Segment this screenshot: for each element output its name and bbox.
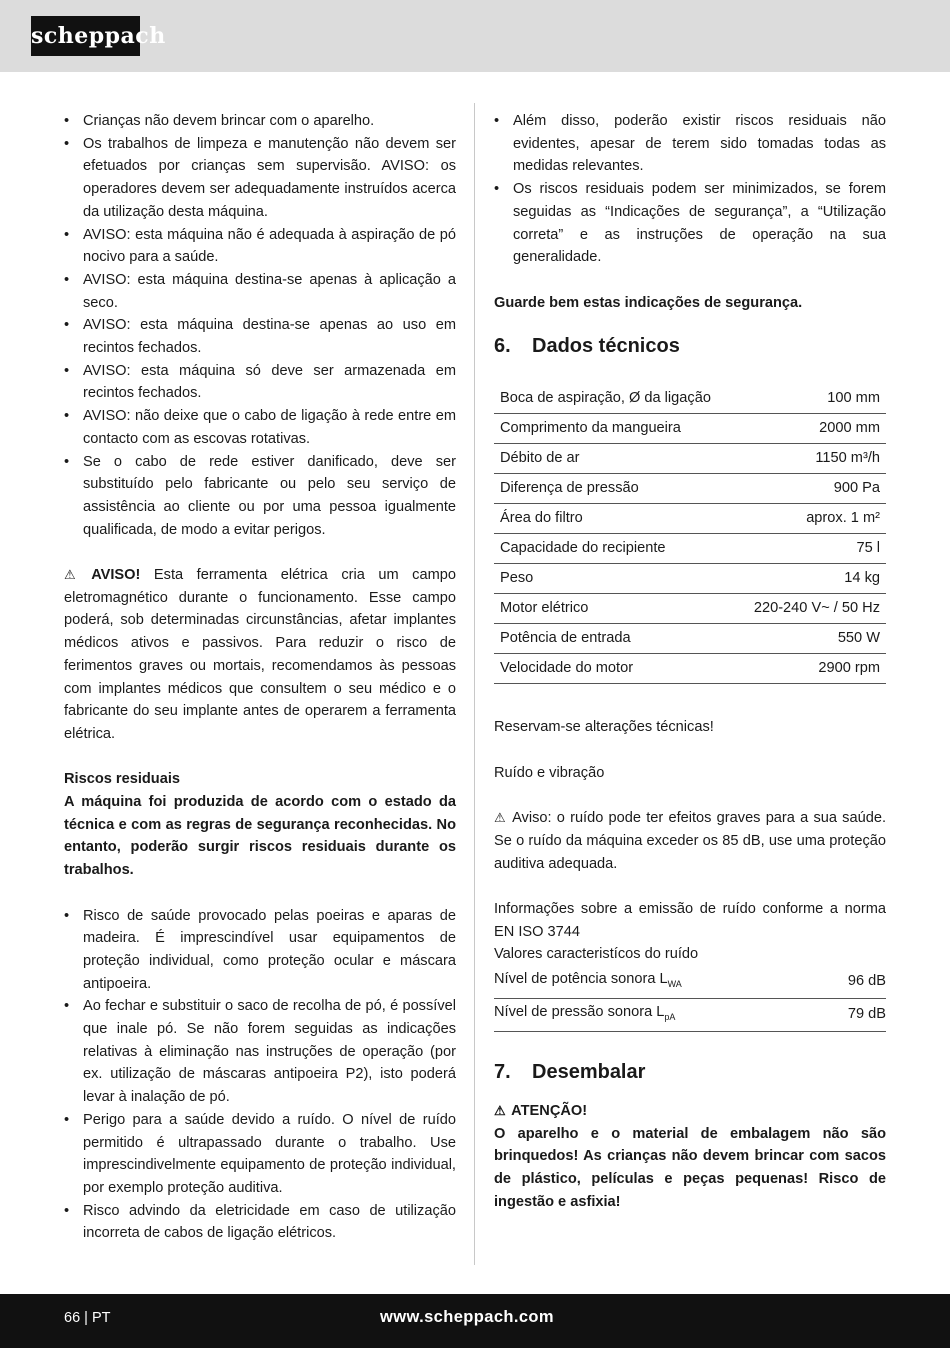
spec-value: 14 kg (736, 564, 886, 594)
section-title: Desembalar (532, 1060, 646, 1083)
warning-text: Esta ferramenta elétrica cria um campo eletromagnético durante o funcionamento. Esse campo poderá, sob determinadas circunstâncias, afetar implantes médicos ativos e passivos. Para reduzir o risco de ferimentos graves ou mortais, recomendamos às pessoas com implantes médicos que consultem o seu médico e o fabricante do seu implante antes de operarem a ferramenta elétrica. (64, 567, 456, 742)
technical-changes-note: Reservam-se alterações técnicas! (494, 719, 714, 736)
emf-warning (64, 564, 456, 746)
warning-triangle-icon: ⚠ (64, 567, 76, 583)
footer-bar (0, 1294, 950, 1348)
attention-text: O aparelho e o material de embalagem não são brinquedos! As crianças não devem brincar com sacos de plástico, películas e peças pequenas! Risco de ingestão e asfixia! (494, 1125, 886, 1210)
list-item: • Os riscos residuais podem ser minimizados, se forem seguidas as “Indicações de segurança”, a “Utilização correta” e as instruções de operação na sua generalidade. (494, 178, 886, 269)
table-row (494, 504, 886, 534)
list-item: • AVISO: esta máquina não é adequada à aspiração de pó nocivo para a saúde. (64, 224, 456, 269)
list-item: • Risco de saúde provocado pelas poeiras e aparas de madeira. É imprescindível usar equipamentos de proteção individual, como proteção ocular e máscara antipoeira. (64, 905, 456, 996)
noise-value: 79 dB (820, 998, 886, 1031)
left-column (64, 110, 456, 1245)
noise-label: Nível de pressão sonora $L_{pA}$ (494, 998, 820, 1031)
keep-instructions-note: Guarde bem estas indicações de segurança. (494, 294, 803, 311)
noise-values-title: Valores caracteristícos do ruído (494, 946, 699, 963)
spec-value: 1150 m³/h (736, 444, 886, 474)
list-item: • AVISO: não deixe que o cabo de ligação à rede entre em contacto com as escovas rotativas. (64, 405, 456, 450)
section-number: 7. (494, 1060, 511, 1083)
spec-label: Capacidade do recipiente (494, 534, 736, 564)
section-title: Dados técnicos (532, 335, 680, 358)
spec-label: Potência de entrada (494, 624, 736, 654)
table-row (494, 444, 886, 474)
table-row (494, 594, 886, 624)
table-row (494, 474, 886, 504)
spec-value: 75 l (736, 534, 886, 564)
spec-value: 550 W (736, 624, 886, 654)
table-row (494, 624, 886, 654)
list-item: • AVISO: esta máquina destina-se apenas à aplicação a seco. (64, 269, 456, 314)
website-url: www.scheppach.com (380, 1308, 554, 1326)
residual-risks-list-continued (494, 110, 886, 269)
attention-heading (494, 1100, 886, 1123)
noise-label: Nível de potência sonora $L_{WA}$ (494, 966, 820, 998)
warning-triangle-icon: ⚠ (494, 1102, 506, 1118)
column-divider (474, 103, 475, 1265)
table-row (494, 414, 886, 444)
list-item: • Ao fechar e substituir o saco de recolha de pó, é possível que inale pó. Se não forem seguidas as indicações relativas à eliminação nas instruções de operação (por ex. utilização de máscaras antipoeira P2), isto poderá levar à inalação de pó. (64, 995, 456, 1109)
noise-warning (494, 807, 886, 875)
residual-risks-list (64, 905, 456, 1246)
list-item: • AVISO: esta máquina só deve ser armazenada em recintos fechados. (64, 360, 456, 405)
residual-risks-intro: A máquina foi produzida de acordo com o estado da técnica e com as regras de segurança reconhecidas. No entanto, poderão surgir riscos residuais durante os trabalhos. (64, 794, 456, 879)
safety-list (64, 110, 456, 541)
table-row (494, 564, 886, 594)
technical-data-table (494, 384, 886, 684)
spec-value: 2000 mm (736, 414, 886, 444)
list-item: • Além disso, poderão existir riscos residuais não evidentes, apesar de terem sido tomadas todas as medidas relevantes. (494, 110, 886, 178)
list-item: • Crianças não devem brincar com o aparelho. (64, 110, 456, 133)
spec-value: 900 Pa (736, 474, 886, 504)
spec-label: Motor elétrico (494, 594, 736, 624)
section-heading-7 (494, 1058, 886, 1086)
attention-label: ATENÇÃO! (511, 1102, 588, 1119)
table-row (494, 998, 886, 1031)
spec-label: Diferença de pressão (494, 474, 736, 504)
section-heading-6 (494, 332, 886, 360)
warning-triangle-icon: ⚠ (494, 810, 506, 826)
list-item: • AVISO: esta máquina destina-se apenas ao uso em recintos fechados. (64, 314, 456, 359)
spec-label: Velocidade do motor (494, 654, 736, 684)
noise-value: 96 dB (820, 966, 886, 998)
noise-warning-text: Aviso: o ruído pode ter efeitos graves para a sua saúde. Se o ruído da máquina exceder os 85 dB, use uma proteção auditiva adequada. (494, 810, 886, 872)
noise-section-title: Ruído e vibração (494, 764, 605, 781)
table-row (494, 654, 886, 684)
noise-values-table (494, 966, 886, 1032)
scheppach-logo: scheppach (31, 16, 140, 56)
warning-label: AVISO! (91, 567, 141, 584)
list-item: • Perigo para a saúde devido a ruído. O nível de ruído permitido é ultrapassado durante o trabalho. Use imprescindivelmente equipamento de proteção individual, por exemplo proteção auditiva. (64, 1109, 456, 1200)
right-column (494, 110, 886, 1213)
spec-value: 220-240 V~ / 50 Hz (736, 594, 886, 624)
spec-value: 100 mm (736, 384, 886, 414)
spec-label: Peso (494, 564, 736, 594)
spec-label: Débito de ar (494, 444, 736, 474)
spec-label: Área do filtro (494, 504, 736, 534)
noise-emission-info: Informações sobre a emissão de ruído conforme a norma EN ISO 3744 (494, 900, 886, 940)
list-item: • Os trabalhos de limpeza e manutenção não devem ser efetuados por crianças sem supervisão. AVISO: os operadores devem ser adequadamente instruídos acerca da utilização desta máquina. (64, 133, 456, 224)
spec-label: Boca de aspiração, Ø da ligação (494, 384, 736, 414)
spec-label: Comprimento da mangueira (494, 414, 736, 444)
table-row (494, 966, 886, 998)
list-item: • Se o cabo de rede estiver danificado, deve ser substituído pelo fabricante ou pelo seu serviço de assistência ao cliente ou por uma pessoa igualmente qualificada, de modo a evitar perigos. (64, 451, 456, 542)
residual-risks-title: Riscos residuais (64, 771, 180, 788)
page-number: 66 | PT (64, 1310, 111, 1326)
list-item: • Risco advindo da eletricidade em caso de utilização incorreta de cabos de ligação elétricos. (64, 1200, 456, 1245)
table-row (494, 534, 886, 564)
spec-value: aprox. 1 m² (736, 504, 886, 534)
section-number: 6. (494, 335, 511, 358)
header-bar (0, 0, 950, 72)
table-row (494, 384, 886, 414)
spec-value: 2900 rpm (736, 654, 886, 684)
